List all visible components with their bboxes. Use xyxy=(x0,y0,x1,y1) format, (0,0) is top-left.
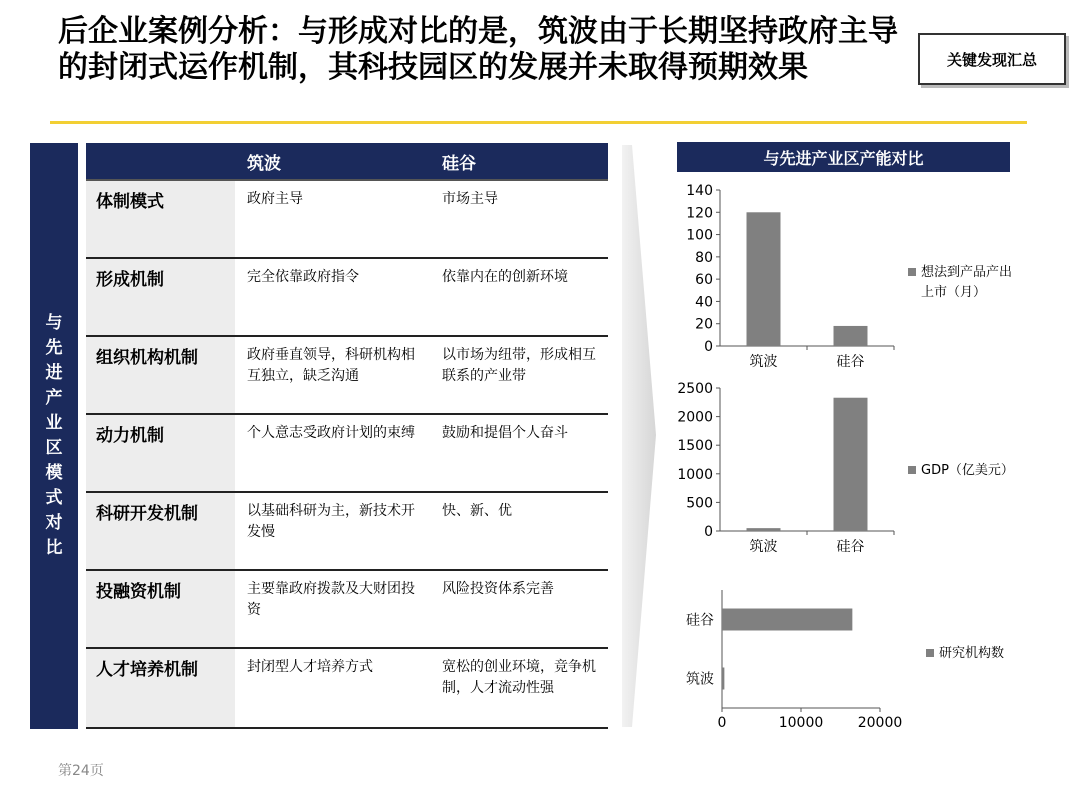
legend-label: 上市（月） xyxy=(921,285,987,300)
sidebar-char: 业 xyxy=(45,413,63,433)
silicon-valley-cell: 依靠内在的创新环境 xyxy=(442,269,568,285)
row-label: 组织机构机制 xyxy=(86,337,235,413)
x-tick-label: 0 xyxy=(717,715,727,730)
row-label: 体制模式 xyxy=(86,181,235,257)
y-tick-label: 500 xyxy=(686,495,713,512)
bar xyxy=(747,528,781,531)
row-label: 动力机制 xyxy=(86,415,235,491)
x-tick-label: 硅谷 xyxy=(836,539,865,555)
row-label: 投融资机制 xyxy=(86,571,235,647)
y-tick-label: 40 xyxy=(695,294,713,311)
comparison-table xyxy=(86,143,608,729)
y-tick-label: 20 xyxy=(695,316,713,333)
silicon-valley-cell: 以市场为纽带，形成相互联系的产业带 xyxy=(442,347,596,384)
comparison-sidebar xyxy=(30,143,78,729)
header-silicon-valley: 硅谷 xyxy=(442,153,476,174)
bar xyxy=(722,668,724,690)
x-tick-label: 硅谷 xyxy=(836,354,865,370)
row-label: 人才培养机制 xyxy=(86,649,235,727)
tsukuba-cell: 以基础科研为主，新技术开发慢 xyxy=(247,503,415,540)
table-row xyxy=(86,649,608,729)
x-tick-label: 筑波 xyxy=(749,354,778,370)
key-findings-summary-button[interactable]: 关键发现汇总 xyxy=(918,33,1066,85)
sidebar-char: 先 xyxy=(45,338,63,358)
header-blank xyxy=(86,143,235,179)
chart-gdp xyxy=(668,378,1068,563)
table-row xyxy=(86,337,608,415)
chevron-arrow-icon xyxy=(620,143,660,733)
silicon-valley-cell: 快、新、优 xyxy=(442,503,512,519)
chart-research-institutes xyxy=(668,590,1068,730)
legend-swatch xyxy=(908,466,916,474)
table-row xyxy=(86,181,608,259)
y-tick-label: 0 xyxy=(704,524,713,540)
chart-time-to-market xyxy=(668,180,1068,375)
table-row xyxy=(86,493,608,571)
table-row xyxy=(86,571,608,649)
sidebar-char: 比 xyxy=(45,538,63,558)
table-row xyxy=(86,259,608,337)
y-tick-label: 1500 xyxy=(677,438,713,455)
silicon-valley-cell: 风险投资体系完善 xyxy=(442,581,554,597)
tsukuba-cell: 主要靠政府拨款及大财团投资 xyxy=(247,581,415,618)
legend-label: 想法到产品产出 xyxy=(921,265,1013,280)
sidebar-char: 与 xyxy=(45,313,63,333)
y-tick-label: 1000 xyxy=(677,466,713,483)
sidebar-char: 对 xyxy=(45,513,63,533)
row-label: 形成机制 xyxy=(86,259,235,335)
page-title: 后企业案例分析：与形成对比的是，筑波由于长期坚持政府主导的封闭式运作机制，其科技园区的发展并未取得预期效果 xyxy=(58,14,898,85)
sidebar-char: 模 xyxy=(45,463,63,483)
y-tick-label: 120 xyxy=(686,205,713,222)
silicon-valley-cell: 宽松的创业环境，竞争机制，人才流动性强 xyxy=(442,659,596,696)
y-tick-label: 硅谷 xyxy=(686,612,714,629)
bar xyxy=(834,326,868,346)
silicon-valley-cell: 鼓励和提倡个人奋斗 xyxy=(442,425,568,441)
table-header xyxy=(86,143,608,181)
silicon-valley-cell: 市场主导 xyxy=(442,191,498,207)
row-label: 科研开发机制 xyxy=(86,493,235,569)
y-tick-label: 2500 xyxy=(677,381,713,397)
charts-panel-title: 与先进产业区产能对比 xyxy=(677,142,1010,172)
y-tick-label: 60 xyxy=(695,272,713,289)
y-tick-label: 80 xyxy=(695,249,713,266)
x-tick-label: 10000 xyxy=(778,715,824,730)
x-tick-label: 20000 xyxy=(857,715,903,730)
legend-swatch xyxy=(926,649,934,657)
legend-label: GDP（亿美元） xyxy=(921,463,1014,478)
bar xyxy=(722,609,852,631)
header-tsukuba: 筑波 xyxy=(247,153,281,174)
x-tick-label: 筑波 xyxy=(749,539,778,555)
tsukuba-cell: 政府主导 xyxy=(247,191,303,207)
page-number: 第24页 xyxy=(58,763,104,779)
y-tick-label: 0 xyxy=(704,339,713,355)
sidebar-char: 式 xyxy=(45,488,63,508)
legend-swatch xyxy=(908,268,916,276)
sidebar-char: 进 xyxy=(45,363,63,383)
bar xyxy=(747,212,781,346)
y-tick-label: 100 xyxy=(686,227,713,244)
sidebar-char: 区 xyxy=(45,438,63,458)
y-tick-label: 140 xyxy=(686,183,713,199)
tsukuba-cell: 封闭型人才培养方式 xyxy=(247,659,373,675)
title-divider xyxy=(50,121,1027,124)
y-tick-label: 筑波 xyxy=(686,671,714,688)
tsukuba-cell: 政府垂直领导，科研机构相互独立，缺乏沟通 xyxy=(247,347,415,384)
tsukuba-cell: 完全依靠政府指令 xyxy=(247,269,359,285)
y-tick-label: 2000 xyxy=(677,409,713,426)
bar xyxy=(834,398,868,531)
tsukuba-cell: 个人意志受政府计划的束缚 xyxy=(247,425,415,441)
legend-label: 研究机构数 xyxy=(939,646,1005,661)
table-row xyxy=(86,415,608,493)
sidebar-char: 产 xyxy=(45,388,63,408)
